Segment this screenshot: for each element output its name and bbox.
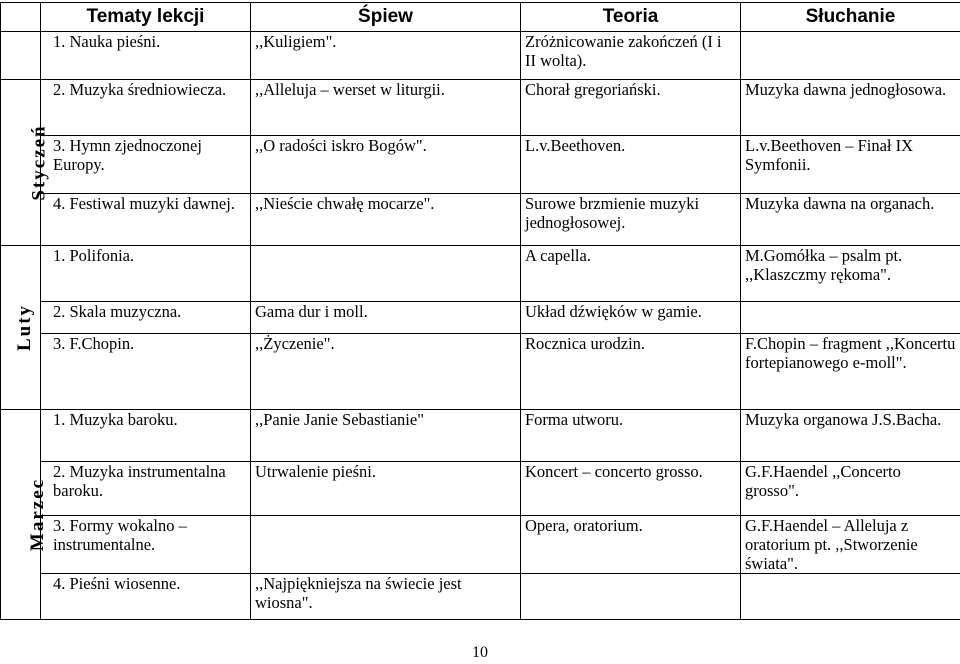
- singing-cell: ,,Alleluja – werset w liturgii.: [251, 80, 521, 136]
- theory-cell: Chorał gregoriański.: [521, 80, 741, 136]
- header-singing: Śpiew: [251, 3, 521, 32]
- topic-cell: 2. Skala muzyczna.: [41, 302, 251, 334]
- theory-cell: Forma utworu.: [521, 410, 741, 462]
- singing-cell: ,,O radości iskro Bogów".: [251, 136, 521, 194]
- theory-cell: A capella.: [521, 246, 741, 302]
- singing-cell: [251, 516, 521, 574]
- theory-cell: Zróżnicowanie zakończeń (I i II wolta).: [521, 32, 741, 80]
- listening-cell: Muzyka organowa J.S.Bacha.: [741, 410, 960, 462]
- month-march-text: Marzec: [27, 477, 49, 552]
- header-topics: Tematy lekcji: [41, 3, 251, 32]
- singing-cell: [251, 246, 521, 302]
- listening-cell: G.F.Haendel ,,Concerto grosso".: [741, 462, 960, 516]
- listening-cell: Muzyka dawna na organach.: [741, 194, 960, 246]
- table-row: [1, 334, 960, 410]
- topic-cell: 3. Hymn zjednoczonej Europy.: [41, 136, 251, 194]
- month-label-january: [1, 80, 50, 246]
- theory-cell: L.v.Beethoven.: [521, 136, 741, 194]
- table-row: [1, 80, 960, 136]
- table-row: [1, 246, 960, 302]
- listening-cell: F.Chopin – fragment ,,Koncertu fortepianowego e-moll".: [741, 334, 960, 410]
- table-row: [1, 32, 960, 80]
- header-theory: Teoria: [521, 3, 741, 32]
- singing-cell: Utrwalenie pieśni.: [251, 462, 521, 516]
- singing-cell: ,,Najpiękniejsza na świecie jest wiosna".: [251, 574, 521, 620]
- month-january-text: Styczeń: [28, 124, 50, 201]
- theory-cell: Układ dźwięków w gamie.: [521, 302, 741, 334]
- lesson-plan-table: [0, 2, 960, 620]
- listening-cell: [741, 574, 960, 620]
- listening-cell: L.v.Beethoven – Finał IX Symfonii.: [741, 136, 960, 194]
- month-label-march: [1, 410, 49, 620]
- theory-cell: Rocznica urodzin.: [521, 334, 741, 410]
- table-row: [1, 302, 960, 334]
- listening-cell: [741, 302, 960, 334]
- header-row: [1, 3, 960, 32]
- header-listening: Słuchanie: [741, 3, 960, 32]
- table-row: [1, 194, 960, 246]
- topic-cell: 1. Nauka pieśni.: [41, 32, 251, 80]
- listening-cell: M.Gomółka – psalm pt. ,,Klaszczmy rękoma".: [741, 246, 960, 302]
- topic-cell: 1. Polifonia.: [41, 246, 251, 302]
- header-month-empty: [1, 3, 41, 32]
- singing-cell: ,,Panie Janie Sebastianie": [251, 410, 521, 462]
- month-february-text: Luty: [14, 303, 36, 352]
- topic-cell: 4. Pieśni wiosenne.: [41, 574, 251, 620]
- singing-cell: ,,Nieście chwałę mocarze".: [251, 194, 521, 246]
- theory-cell: [521, 574, 741, 620]
- topic-cell: 1. Muzyka baroku.: [41, 410, 251, 462]
- singing-cell: Gama dur i moll.: [251, 302, 521, 334]
- month-label-february: [1, 246, 41, 410]
- topic-cell: 3. Formy wokalno – instrumentalne.: [41, 516, 251, 574]
- table-row: [1, 410, 960, 462]
- topic-cell: 2. Muzyka średniowiecza.: [41, 80, 251, 136]
- page-number: 10: [472, 644, 488, 661]
- topic-cell: 3. F.Chopin.: [41, 334, 251, 410]
- theory-cell: Koncert – concerto grosso.: [521, 462, 741, 516]
- listening-cell: G.F.Haendel – Alleluja z oratorium pt. ,,Stworzenie świata".: [741, 516, 960, 574]
- table-row: [1, 136, 960, 194]
- topic-cell: 4. Festiwal muzyki dawnej.: [41, 194, 251, 246]
- singing-cell: ,,Kuligiem".: [251, 32, 521, 80]
- table-row: [1, 574, 960, 620]
- table-row: [1, 462, 960, 516]
- table-row: [1, 516, 960, 574]
- theory-cell: Surowe brzmienie muzyki jednogłosowej.: [521, 194, 741, 246]
- singing-cell: ,,Życzenie".: [251, 334, 521, 410]
- topic-cell: 2. Muzyka instrumentalna baroku.: [41, 462, 251, 516]
- listening-cell: Muzyka dawna jednogłosowa.: [741, 80, 960, 136]
- theory-cell: Opera, oratorium.: [521, 516, 741, 574]
- month-cell-empty: [1, 32, 41, 80]
- listening-cell: [741, 32, 960, 80]
